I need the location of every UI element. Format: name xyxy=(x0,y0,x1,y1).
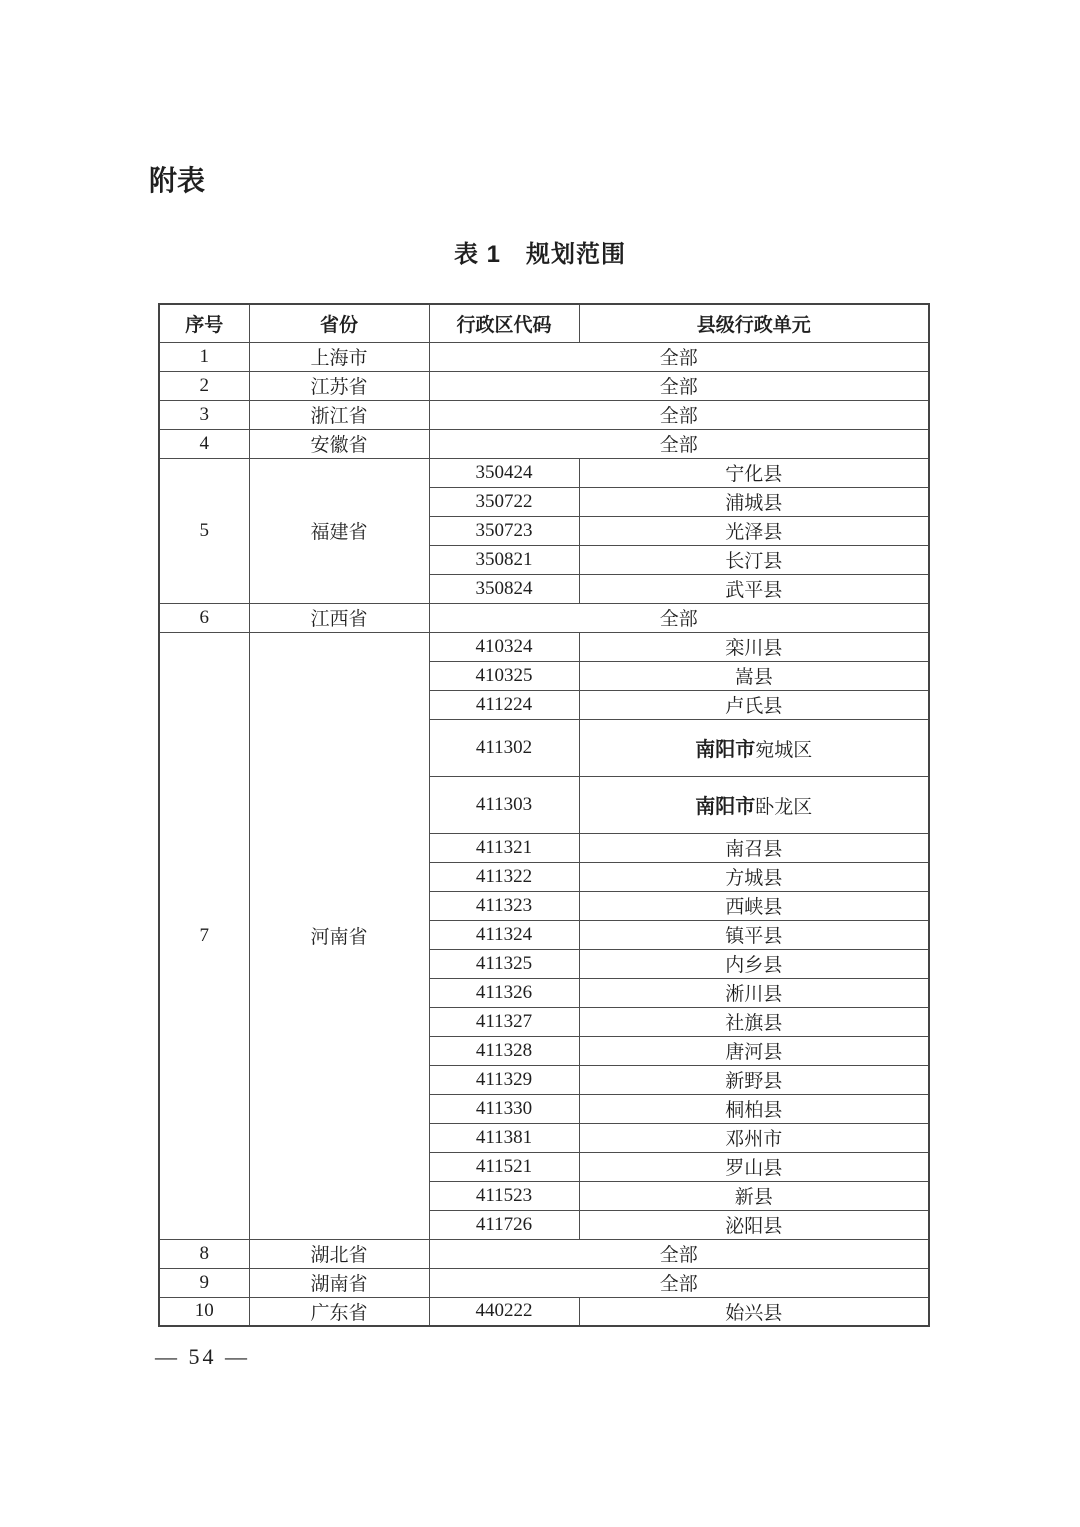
code-cell: 411324 xyxy=(429,920,579,949)
code-cell: 350722 xyxy=(429,487,579,516)
scope-cell: 全部 xyxy=(429,371,929,400)
annex-label: 附表 xyxy=(149,165,206,196)
table-header-row xyxy=(159,304,929,342)
unit-cell: 光泽县 xyxy=(579,516,929,545)
table-row xyxy=(159,632,929,661)
unit-cell: 桐柏县 xyxy=(579,1094,929,1123)
unit-cell: 社旗县 xyxy=(579,1007,929,1036)
code-cell: 411303 xyxy=(429,776,579,833)
table-row xyxy=(159,1239,929,1268)
row-no-cell: 1 xyxy=(159,342,249,371)
code-cell: 411726 xyxy=(429,1210,579,1239)
row-no-cell: 6 xyxy=(159,603,249,632)
scope-cell: 全部 xyxy=(429,1239,929,1268)
unit-cell: 长汀县 xyxy=(579,545,929,574)
code-cell: 410325 xyxy=(429,661,579,690)
unit-cell xyxy=(579,719,929,776)
code-cell: 411323 xyxy=(429,891,579,920)
unit-cell: 浦城县 xyxy=(579,487,929,516)
province-cell: 江苏省 xyxy=(249,371,429,400)
table-title: 表 1 规划范围 xyxy=(453,241,626,268)
code-cell: 440222 xyxy=(429,1297,579,1326)
unit-cell: 武平县 xyxy=(579,574,929,603)
row-no-cell: 9 xyxy=(159,1268,249,1297)
unit-name-label: 卧龙区 xyxy=(755,797,813,818)
col-header-unit: 县级行政单元 xyxy=(579,304,929,342)
unit-cell: 西峡县 xyxy=(579,891,929,920)
code-cell: 411328 xyxy=(429,1036,579,1065)
table-row xyxy=(159,342,929,371)
code-cell: 411224 xyxy=(429,690,579,719)
unit-cell: 始兴县 xyxy=(579,1297,929,1326)
table-row xyxy=(159,458,929,487)
province-cell: 河南省 xyxy=(249,632,429,1239)
province-cell: 上海市 xyxy=(249,342,429,371)
unit-cell: 内乡县 xyxy=(579,949,929,978)
row-no-cell: 2 xyxy=(159,371,249,400)
code-cell: 411521 xyxy=(429,1152,579,1181)
unit-name-label: 宛城区 xyxy=(755,740,813,761)
city-prefix-label: 南阳市 xyxy=(695,796,756,818)
unit-cell: 卢氏县 xyxy=(579,690,929,719)
table-row xyxy=(159,371,929,400)
unit-cell: 镇平县 xyxy=(579,920,929,949)
code-cell: 350723 xyxy=(429,516,579,545)
unit-cell: 嵩县 xyxy=(579,661,929,690)
planning-scope-table xyxy=(158,303,930,1327)
unit-cell xyxy=(579,776,929,833)
row-no-cell: 3 xyxy=(159,400,249,429)
col-header-code: 行政区代码 xyxy=(429,304,579,342)
province-cell: 广东省 xyxy=(249,1297,429,1326)
col-header-province: 省份 xyxy=(249,304,429,342)
province-cell: 安徽省 xyxy=(249,429,429,458)
unit-cell: 新野县 xyxy=(579,1065,929,1094)
code-cell: 411523 xyxy=(429,1181,579,1210)
code-cell: 350824 xyxy=(429,574,579,603)
scope-cell: 全部 xyxy=(429,400,929,429)
code-cell: 350821 xyxy=(429,545,579,574)
unit-cell: 泌阳县 xyxy=(579,1210,929,1239)
province-cell: 福建省 xyxy=(249,458,429,603)
code-cell: 350424 xyxy=(429,458,579,487)
code-cell: 411322 xyxy=(429,862,579,891)
table-row xyxy=(159,429,929,458)
page-number: — 54 — xyxy=(155,1344,250,1369)
unit-cell: 方城县 xyxy=(579,862,929,891)
code-cell: 410324 xyxy=(429,632,579,661)
row-no-cell: 5 xyxy=(159,458,249,603)
unit-cell: 宁化县 xyxy=(579,458,929,487)
unit-cell: 邓州市 xyxy=(579,1123,929,1152)
province-cell: 湖北省 xyxy=(249,1239,429,1268)
code-cell: 411326 xyxy=(429,978,579,1007)
table-row xyxy=(159,1297,929,1326)
code-cell: 411327 xyxy=(429,1007,579,1036)
code-cell: 411329 xyxy=(429,1065,579,1094)
unit-cell: 新县 xyxy=(579,1181,929,1210)
code-cell: 411330 xyxy=(429,1094,579,1123)
scope-cell: 全部 xyxy=(429,429,929,458)
unit-cell: 淅川县 xyxy=(579,978,929,1007)
city-prefix-label: 南阳市 xyxy=(695,739,756,761)
code-cell: 411321 xyxy=(429,833,579,862)
table-body xyxy=(159,342,929,1326)
unit-cell: 罗山县 xyxy=(579,1152,929,1181)
table-row xyxy=(159,400,929,429)
row-no-cell: 10 xyxy=(159,1297,249,1326)
province-cell: 浙江省 xyxy=(249,400,429,429)
row-no-cell: 8 xyxy=(159,1239,249,1268)
code-cell: 411381 xyxy=(429,1123,579,1152)
province-cell: 湖南省 xyxy=(249,1268,429,1297)
row-no-cell: 7 xyxy=(159,632,249,1239)
code-cell: 411325 xyxy=(429,949,579,978)
row-no-cell: 4 xyxy=(159,429,249,458)
unit-cell: 栾川县 xyxy=(579,632,929,661)
col-header-no: 序号 xyxy=(159,304,249,342)
province-cell: 江西省 xyxy=(249,603,429,632)
unit-cell: 南召县 xyxy=(579,833,929,862)
scope-cell: 全部 xyxy=(429,1268,929,1297)
table-row xyxy=(159,1268,929,1297)
table-row xyxy=(159,603,929,632)
unit-cell: 唐河县 xyxy=(579,1036,929,1065)
scope-cell: 全部 xyxy=(429,342,929,371)
code-cell: 411302 xyxy=(429,719,579,776)
scope-cell: 全部 xyxy=(429,603,929,632)
